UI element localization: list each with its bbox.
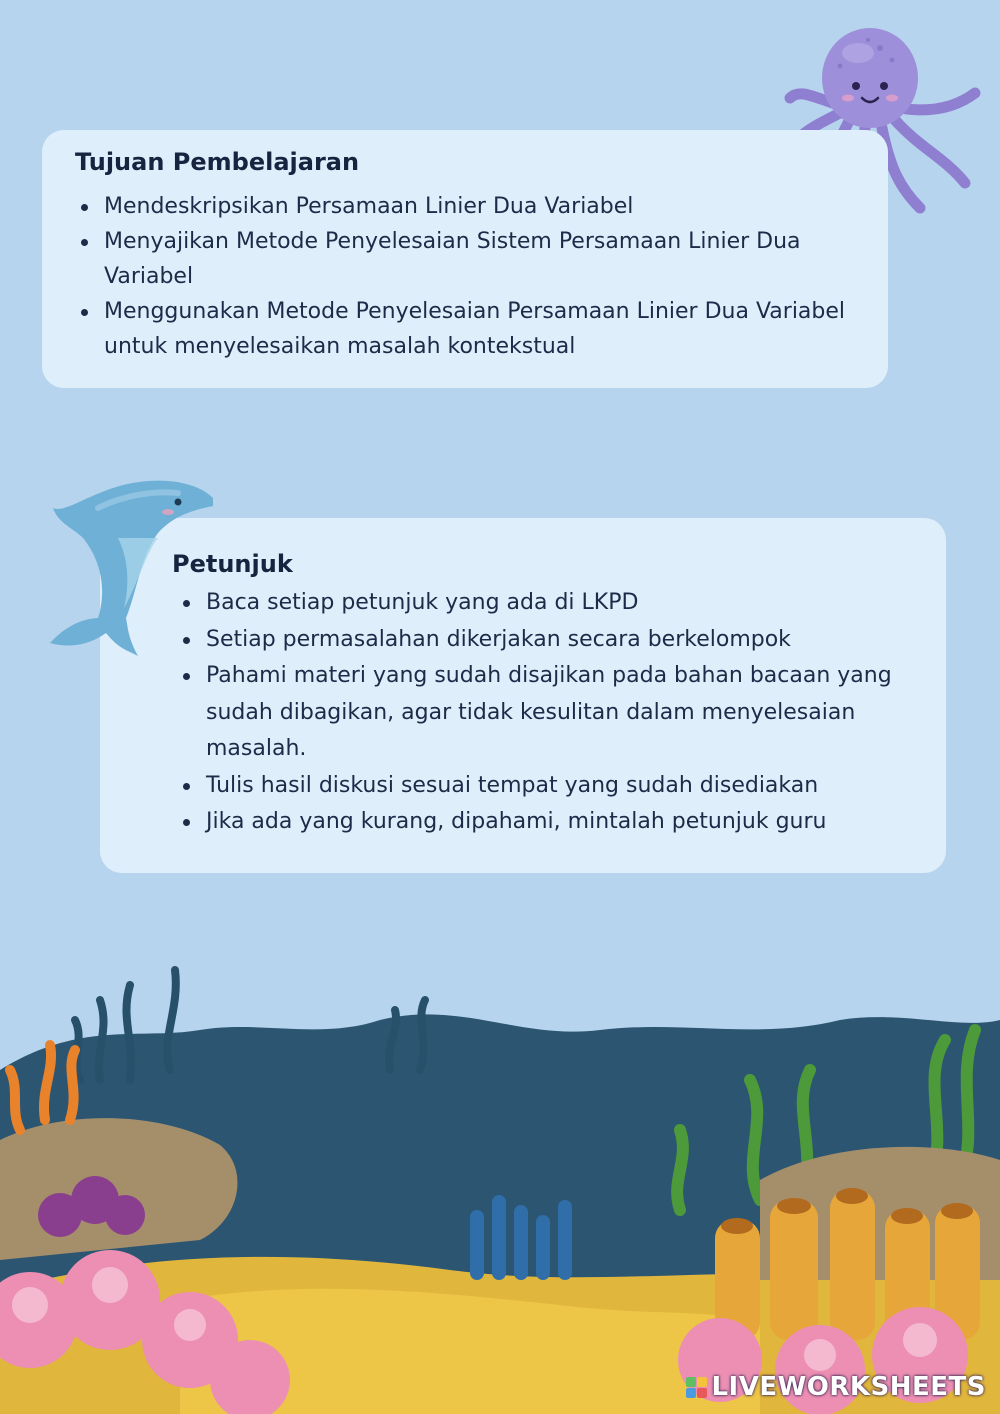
liveworksheets-logo-icon: [686, 1377, 707, 1398]
objectives-list: [78, 189, 848, 364]
objectives-title: Tujuan Pembelajaran: [75, 148, 360, 176]
learning-objectives-card: [42, 130, 888, 388]
watermark-text: LIVEWORKSHEETS: [711, 1372, 986, 1402]
instructions-card: [100, 518, 946, 873]
objective-item: Mendeskripsikan Persamaan Linier Dua Variabel: [78, 189, 848, 224]
objective-item: Menggunakan Metode Penyelesaian Persamaan Linier Dua Variabel untuk menyelesaikan masalah kontekstual: [78, 294, 848, 364]
instruction-item: Baca setiap petunjuk yang ada di LKPD: [180, 585, 940, 622]
instruction-item: Pahami materi yang sudah disajikan pada bahan bacaan yang sudah dibagikan, agar tidak kesulitan dalam menyelesaian masalah.: [180, 658, 940, 768]
instruction-item: Tulis hasil diskusi sesuai tempat yang sudah disediakan: [180, 768, 940, 805]
instruction-item: Jika ada yang kurang, dipahami, mintalah petunjuk guru: [180, 804, 940, 841]
instructions-title: Petunjuk: [172, 550, 293, 578]
instruction-item: Setiap permasalahan dikerjakan secara berkelompok: [180, 622, 940, 659]
instructions-list: [180, 585, 940, 841]
seabed-illustration: [0, 960, 1000, 1414]
liveworksheets-watermark: [686, 1372, 986, 1402]
objective-item: Menyajikan Metode Penyelesaian Sistem Persamaan Linier Dua Variabel: [78, 224, 848, 294]
dolphin-illustration: [28, 468, 223, 663]
